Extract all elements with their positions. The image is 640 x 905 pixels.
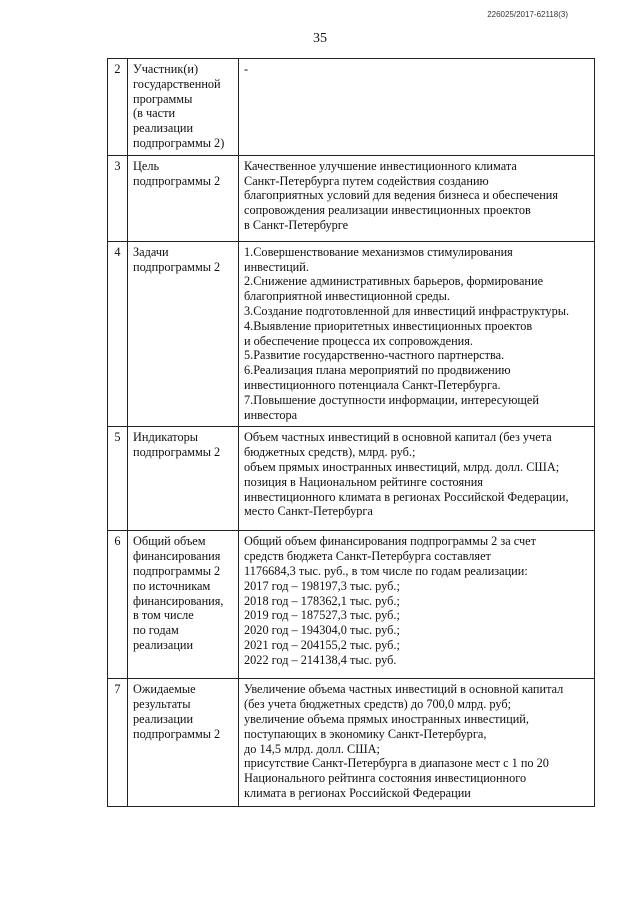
row-number: 2 xyxy=(108,59,128,156)
label-line: Индикаторы xyxy=(133,430,198,445)
content-line: климата в регионах Российской Федерации xyxy=(244,785,471,800)
label-line: подпрограммы 2 xyxy=(133,445,221,460)
row-label xyxy=(128,241,239,427)
content-line: инвестора xyxy=(244,407,298,422)
label-line: Цель xyxy=(133,158,160,173)
table-row xyxy=(108,59,595,156)
label-line: подпрограммы 2 xyxy=(133,563,221,578)
label-line: в том числе xyxy=(133,608,194,623)
label-line: реализации xyxy=(133,711,194,726)
row-content xyxy=(239,679,595,807)
label-line: результаты xyxy=(133,697,191,712)
content-line: до 14,5 млрд. долл. США; xyxy=(244,741,380,756)
row-content xyxy=(239,427,595,531)
content-line: 2018 год – 178362,1 тыс. руб.; xyxy=(244,593,400,608)
row-label xyxy=(128,679,239,807)
table-row xyxy=(108,155,595,241)
content-line: сопровождения реализации инвестиционных проектов xyxy=(244,203,531,218)
label-line: финансирования xyxy=(133,549,221,564)
row-content xyxy=(239,59,595,156)
content-line: средств бюджета Санкт-Петербурга составляет xyxy=(244,549,491,564)
table-row xyxy=(108,427,595,531)
content-line: Национального рейтинга состояния инвестиционного xyxy=(244,771,527,786)
content-line: 3.Создание подготовленной для инвестиций инфраструктуры. xyxy=(244,303,570,318)
label-line: реализации xyxy=(133,637,194,652)
row-number: 7 xyxy=(108,679,128,807)
label-line: Ожидаемые xyxy=(133,682,196,697)
content-line: в Санкт-Петербурге xyxy=(244,217,349,232)
content-line: Качественное улучшение инвестиционного климата xyxy=(244,158,517,173)
content-line: Общий объем финансирования подпрограммы 2 за счет xyxy=(244,534,537,549)
label-line: Общий объем xyxy=(133,534,206,549)
content-line: место Санкт-Петербурга xyxy=(244,504,373,519)
row-content xyxy=(239,531,595,679)
content-line: инвестиций. xyxy=(244,259,309,274)
content-line: 5.Развитие государственно-частного партнерства. xyxy=(244,348,505,363)
row-number: 6 xyxy=(108,531,128,679)
content-line: 6.Реализация плана мероприятий по продвижению xyxy=(244,363,511,378)
content-line: 2020 год – 194304,0 тыс. руб.; xyxy=(244,623,400,638)
content-line: позиция в Национальном рейтинге состояния xyxy=(244,474,483,489)
label-line: финансирования, xyxy=(133,593,224,608)
label-line: программы xyxy=(133,91,193,106)
page-number: 35 xyxy=(313,31,327,46)
content-line: Санкт-Петербурга путем содействия созданию xyxy=(244,173,489,188)
label-line: по источникам xyxy=(133,578,211,593)
content-line: поступающих в экономику Санкт-Петербурга, xyxy=(244,726,487,741)
content-line: 2019 год – 187527,3 тыс. руб.; xyxy=(244,608,400,623)
content-line: (без учета бюджетных средств) до 700,0 млрд. руб; xyxy=(244,697,512,712)
content-line: Увеличение объема частных инвестиций в основной капитал xyxy=(244,682,564,697)
label-line: реализации xyxy=(133,121,194,136)
content-line: 2021 год – 204155,2 тыс. руб.; xyxy=(244,637,400,652)
row-label xyxy=(128,427,239,531)
subprogram-passport-table xyxy=(107,58,595,807)
row-number: 3 xyxy=(108,155,128,241)
table-row xyxy=(108,241,595,427)
row-content xyxy=(239,241,595,427)
row-label xyxy=(128,531,239,679)
label-line: подпрограммы 2 xyxy=(133,173,221,188)
content-line: объем прямых иностранных инвестиций, млрд. долл. США; xyxy=(244,459,560,474)
label-line: (в части xyxy=(133,106,176,121)
row-label xyxy=(128,155,239,241)
content-line: 7.Повышение доступности информации, интересующей xyxy=(244,392,539,407)
table-row xyxy=(108,679,595,807)
label-line: подпрограммы 2) xyxy=(133,135,225,150)
content-line: инвестиционного климата в регионах Российской Федерации, xyxy=(244,489,569,504)
content-line: 2022 год – 214138,4 тыс. руб. xyxy=(244,652,397,667)
label-line: государственной xyxy=(133,76,221,91)
content-line: 1.Совершенствование механизмов стимулирования xyxy=(244,244,513,259)
row-number: 5 xyxy=(108,427,128,531)
row-content xyxy=(239,155,595,241)
label-line: Задачи xyxy=(133,244,169,259)
label-line: по годам xyxy=(133,623,179,638)
content-line: 2017 год – 198197,3 тыс. руб.; xyxy=(244,578,400,593)
content-line: благоприятной инвестиционной среды. xyxy=(244,289,450,304)
content-line: инвестиционного потенциала Санкт-Петербурга. xyxy=(244,377,501,392)
content-line: бюджетных средств), млрд. руб.; xyxy=(244,445,416,460)
content-line: присутствие Санкт-Петербурга в диапазоне мест с 1 по 20 xyxy=(244,756,549,771)
row-label xyxy=(128,59,239,156)
label-line: подпрограммы 2 xyxy=(133,259,221,274)
content-line: благоприятных условий для ведения бизнеса и обеспечения xyxy=(244,188,559,203)
content-line: 2.Снижение административных барьеров, формирование xyxy=(244,274,544,289)
row-number: 4 xyxy=(108,241,128,427)
content-line: 1176684,3 тыс. руб., в том числе по годам реализации: xyxy=(244,563,528,578)
document-id: 226025/2017-62118(3) xyxy=(487,10,568,19)
content-line: Объем частных инвестиций в основной капитал (без учета xyxy=(244,430,552,445)
content-line: увеличение объема прямых иностранных инвестиций, xyxy=(244,711,529,726)
table-row xyxy=(108,531,595,679)
content-line: 4.Выявление приоритетных инвестиционных проектов xyxy=(244,318,533,333)
content-line: - xyxy=(244,62,249,76)
label-line: подпрограммы 2 xyxy=(133,726,221,741)
content-line: и обеспечение процесса их сопровождения. xyxy=(244,333,473,348)
label-line: Участник(и) xyxy=(133,62,199,76)
